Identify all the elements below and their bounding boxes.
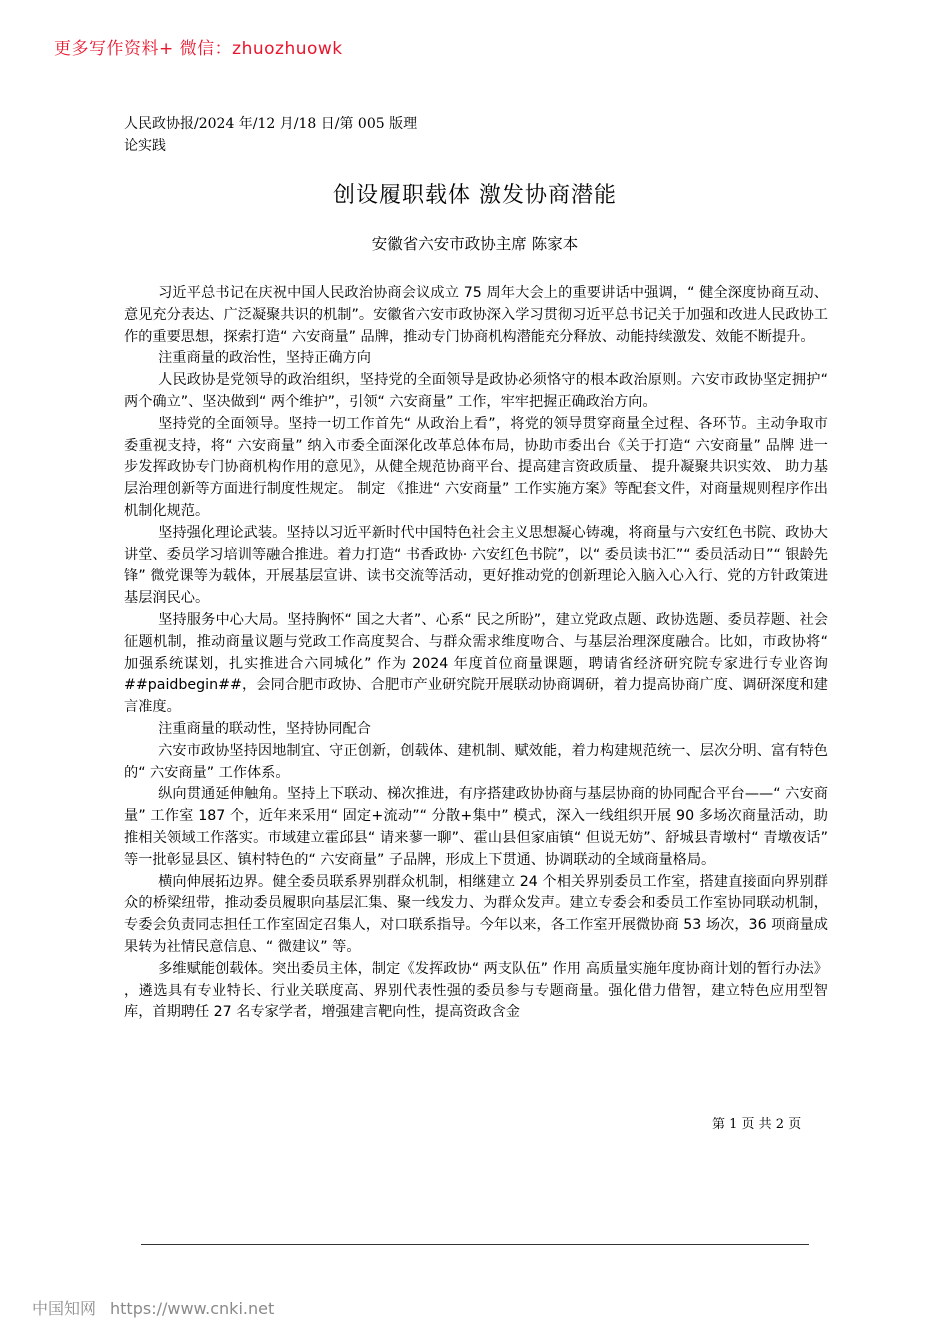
paragraph: 习近平总书记在庆祝中国人民政治协商会议成立 75 周年大会上的重要讲话中强调，“ 健全深度协商互动、意见充分表达、广泛凝聚共识的机制”。安徽省六安市政协深入学习贯彻习近平总书记关于加强和改进人民政协工作的重要思想，探索打造“ 六安商量” 品牌，推动专门协商机构潜能充分释放、动能持续激发、效能不断提升。 [124,285,828,345]
promo-banner[interactable]: 更多写作资料+ 微信：zhuozhuowk [54,39,343,59]
cnki-watermark [32,1296,274,1319]
paragraph: 纵向贯通延伸触角。坚持上下联动、梯次推进，有序搭建政协协商与基层协商的协同配合平台——“ 六安商量” 工作室 187 个，近年来采用“ 固定+流动”“ 分散+集中” 模式，深入一线组织开展 90 多场次商量活动，助推相关领域工作落实。市域建立霍邱县“ 请来蓼一聊”、霍山县但家庙镇“ 但说无妨”、舒城县青墩村“ 青墩夜话” 等一批彰显县区、镇村特色的“ 六安商量” 子品牌，形成上下贯通、协调联动的全域商量格局。 [124,786,828,868]
source-citation: 人民政协报/2024 年/12 月/18 日/第 005 版理论实践 [124,116,418,154]
article-author: 安徽省六安市政协主席 陈家本 [371,235,579,253]
paragraph: 坚持强化理论武装。坚持以习近平新时代中国特色社会主义思想凝心铸魂，将商量与六安红色书院、政协大讲堂、委员学习培训等融合推进。着力打造“ 书香政协· 六安红色书院”，以“ 委员读书汇”“ 委员活动日”“ 银龄先锋” 微党课等为载体，开展基层宣讲、读书交流等活动，更好推动党的创新理论入脑入心入行、党的方针政策进基层润民心。 [124,524,828,607]
paragraph: 六安市政协坚持因地制宜、守正创新，创载体、建机制、赋效能，着力构建规范统一、层次分明、富有特色的“ 六安商量” 工作体系。 [124,742,828,781]
paragraph: 多维赋能创载体。突出委员主体，制定《发挥政协“ 两支队伍” 作用 高质量实施年度协商计划的暂行办法》 ，遴选具有专业特长、行业关联度高、界别代表性强的委员参与专题商量。强化借力借智，建立特色应用型智库，首期聘任 27 名专家学者，增强建言靶向性，提高资政含金 [124,960,828,1021]
paragraph: 人民政协是党领导的政治组织，坚持党的全面领导是政协必须恪守的根本政治原则。六安市政协坚定拥护“ 两个确立”、坚决做到“ 两个维护”，引领“ 六安商量” 工作，牢牢把握正确政治方向。 [124,372,828,410]
cnki-url[interactable]: https://www.cnki.net [110,1299,275,1318]
section-heading: 注重商量的联动性，坚持协同配合 [158,720,371,737]
paragraph: 坚持服务中心大局。坚持胸怀“ 国之大者”、心系“ 民之所盼”，建立党政点题、政协选题、委员荐题、社会征题机制，推动商量议题与党政工作高度契合、与群众需求维度吻合、与基层治理深度融合。比如，市政协将“ 加强系统谋划，扎实推进合六同城化” 作为 2024 年度首位商量课题，聘请省经济研究院专家进行专业咨询##paidbegin##，会同合肥市政协、合肥市产业研究院开展联动协商调研，着力提高协商广度、调研深度和建言准度。 [124,611,828,716]
section-heading: 注重商量的政治性，坚持正确方向 [158,350,371,367]
page-number: 第 1 页 共 2 页 [712,1117,802,1132]
paragraph: 坚持党的全面领导。坚持一切工作首先“ 从政治上看”，将党的领导贯穿商量全过程、各环节。主动争取市委重视支持，将“ 六安商量” 纳入市委全面深化改革总体布局，协助市委出台《关于打造“ 六安商量” 品牌 进一步发挥政协专门协商机构作用的意见》，从健全规范协商平台、提高建言资政质量、 提升凝聚共识实效、 助力基层治理创新等方面进行制度性规定。 制定 《推进“ 六安商量” 工作实施方案》等配套文件，对商量规则程序作出机制化规范。 [124,415,828,519]
paragraph: 横向伸展拓边界。健全委员联系界别群众机制，相继建立 24 个相关界别委员工作室，搭建直接面向界别群众的桥梁纽带，推动委员履职向基层汇集、聚一线发力、为群众发声。建立专委会和委员工作室协同联动机制，专委会负责同志担任工作室固定召集人，对口联系指导。今年以来，各工作室开展微协商 53 场次，36 项商量成果转为社情民意信息、“ 微建议” 等。 [124,873,828,955]
article-body [124,283,828,1024]
cnki-logo-text: 中国知网 [32,1299,97,1318]
article-title: 创设履职载体 激发协商潜能 [333,183,617,208]
divider-line [141,1244,809,1245]
